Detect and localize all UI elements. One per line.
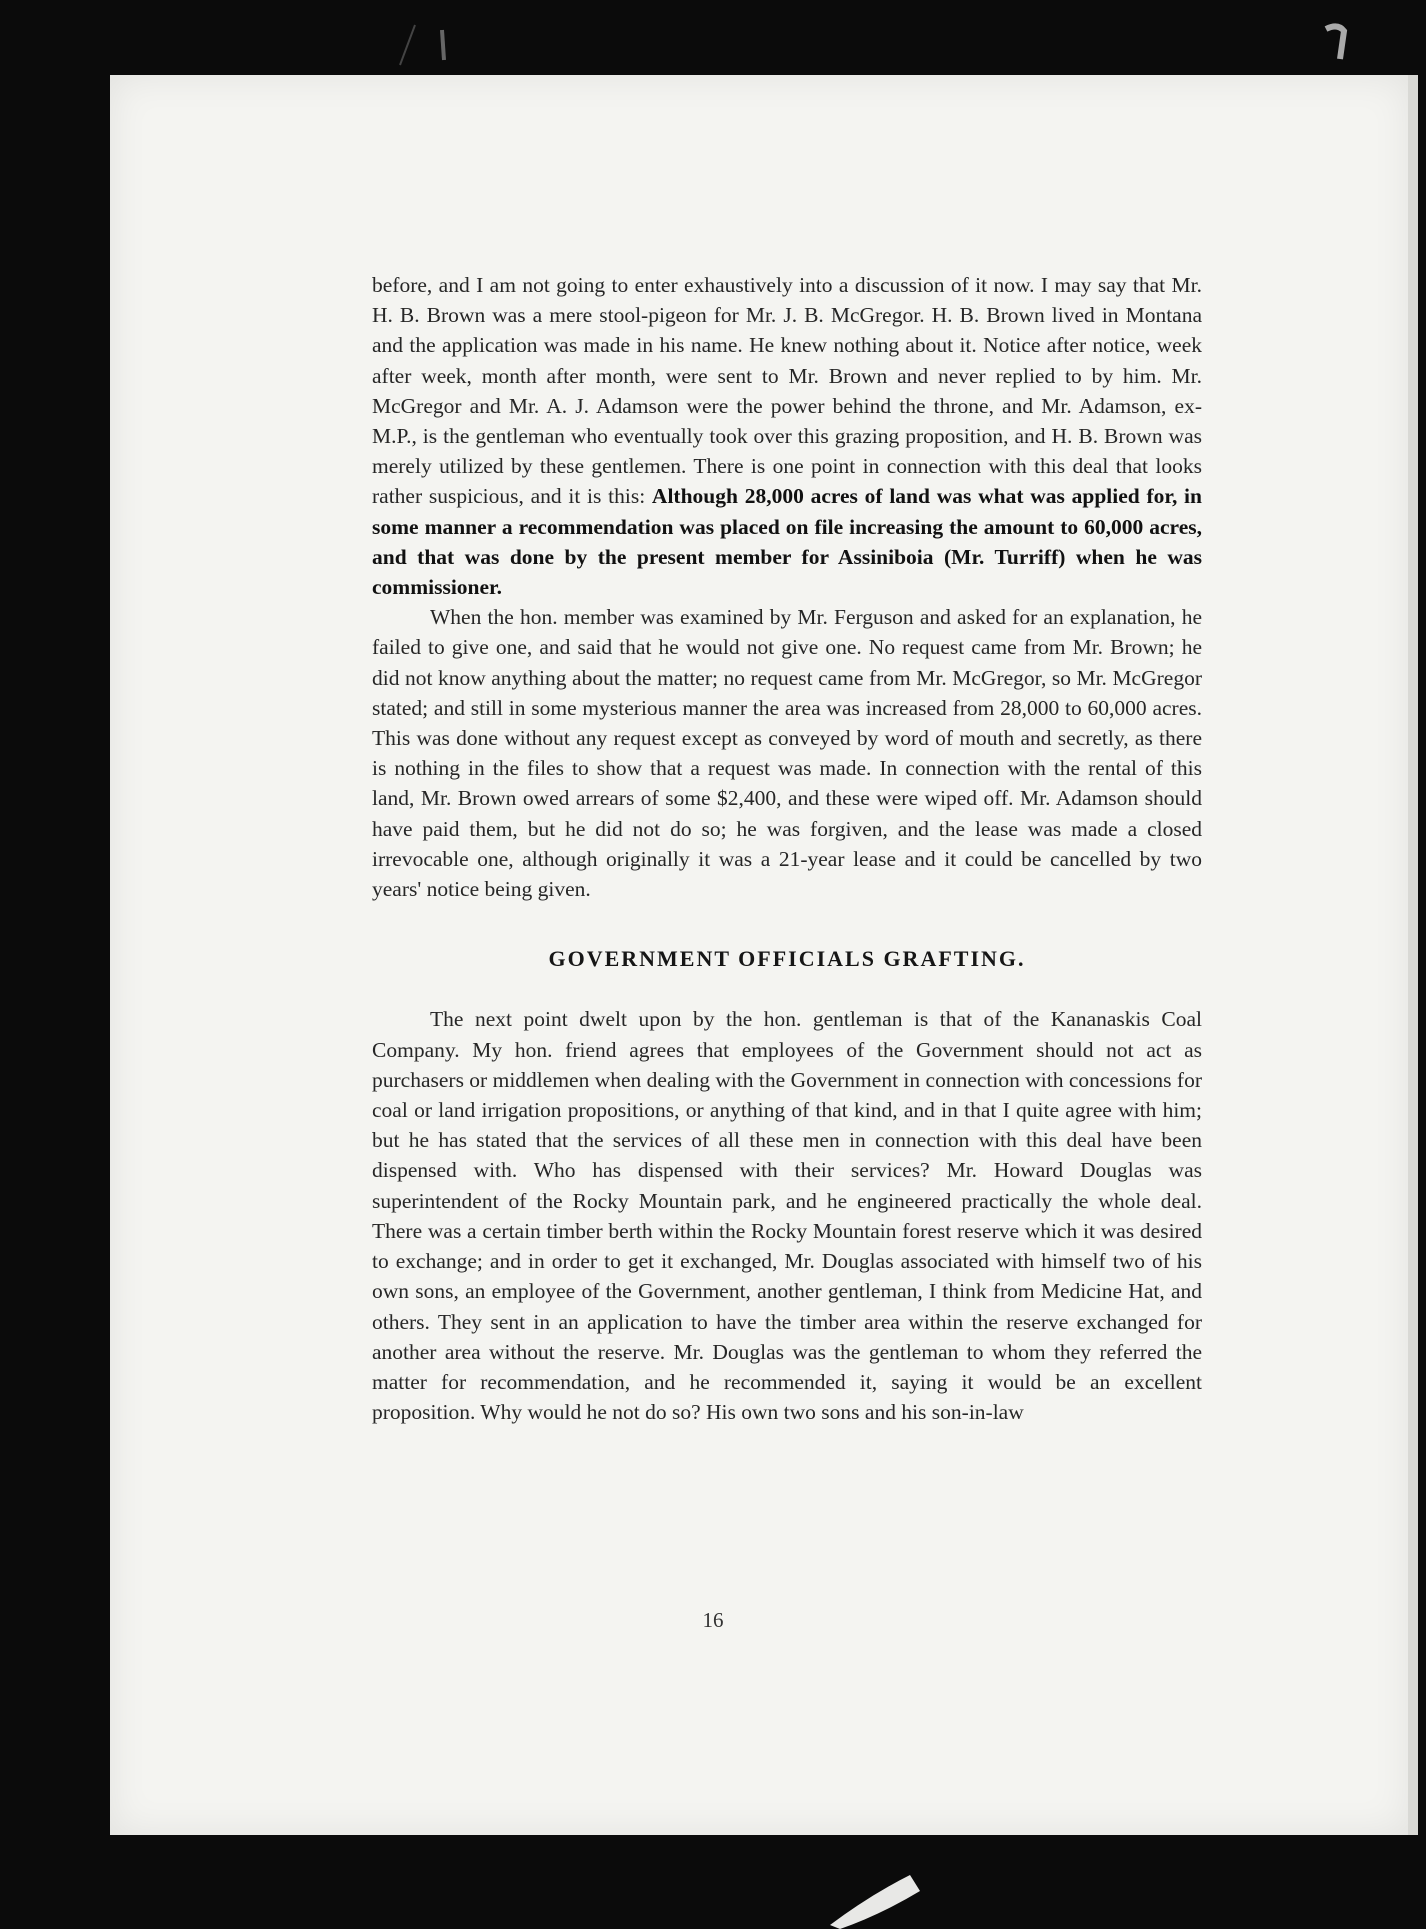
- page-edge: [1408, 75, 1418, 1835]
- paragraph-text: before, and I am not going to enter exhaustively into a discussion of it now. I may say that Mr. H. B. Brown was a mere stool-pigeon for Mr. J. B. McGregor. H. B. Brown lived in Montana and the application was made in his name. He knew nothing about it. Notice after notice, week after week, month after month, were sent to Mr. Brown and never replied to by him. Mr. McGregor and Mr. A. J. Adamson were the power behind the throne, and Mr. Adamson, ex-M.P., is the gentleman who eventually took over this grazing proposition, and H. B. Brown was merely utilized by these gentlemen. There is one point in connection with this deal that looks rather suspicious, and it is this:: [372, 273, 1202, 509]
- section-heading: GOVERNMENT OFFICIALS GRAFTING.: [548, 946, 1026, 972]
- opening-paragraph: [372, 270, 1202, 602]
- emphasized-text: Although 28,000 acres of land was what was applied for, in some manner a recommendation was placed on file increasing the amount to 60,000 acres, and that was done by the present member for Assiniboia (Mr. Turriff) when he was commissioner.: [372, 484, 1202, 600]
- second-paragraph: When the hon. member was examined by Mr. Ferguson and asked for an explanation, he failed to give one, and said that he would not give one. No request came from Mr. Brown; he did not know anything about the matter; no request came from Mr. McGregor, so Mr. McGregor stated; and still in some mysterious manner the area was increased from 28,000 to 60,000 acres. This was done without any request except as conveyed by word of mouth and secretly, as there is nothing in the files to show that a request was made. In connection with the rental of this land, Mr. Brown owed arrears of some $2,400, and these were wiped off. Mr. Adamson should have paid them, but he did not do so; he was forgiven, and the lease was made a closed irrevocable one, although originally it was a 21-year lease and it could be cancelled by two years' notice being given.: [372, 605, 1202, 902]
- page-number: 16: [702, 1608, 724, 1632]
- scan-artifact-top-right: [1318, 15, 1358, 65]
- third-paragraph: The next point dwelt upon by the hon. gentleman is that of the Kananaskis Coal Company. My hon. friend agrees that employees of the Government should not act as purchasers or middlemen when dealing with the Government in connection with concessions for coal or land irrigation propositions, or anything of that kind, and in that I quite agree with him; but he has stated that the services of all these men in connection with this deal have been dispensed with. Who has dispensed with their services? Mr. Howard Douglas was superintendent of the Rocky Mountain park, and he engineered practically the whole deal. There was a certain timber berth within the Rocky Mountain forest reserve which it was desired to exchange; and in order to get it exchanged, Mr. Douglas associated with himself two of his own sons, an employee of the Government, another gentleman, I think from Medicine Hat, and others. They sent in an application to have the timber area within the reserve exchanged for another area without the reserve. Mr. Douglas was the gentleman to whom they referred the matter for recommendation, and he recommended it, saying it would be an excellent proposition. Why would he not do so? His own two sons and his son-in-law: [372, 1007, 1202, 1425]
- body-text: [372, 270, 1202, 1427]
- scan-artifact-top-left: [380, 20, 460, 70]
- scan-artifact-bottom: [820, 1845, 930, 1929]
